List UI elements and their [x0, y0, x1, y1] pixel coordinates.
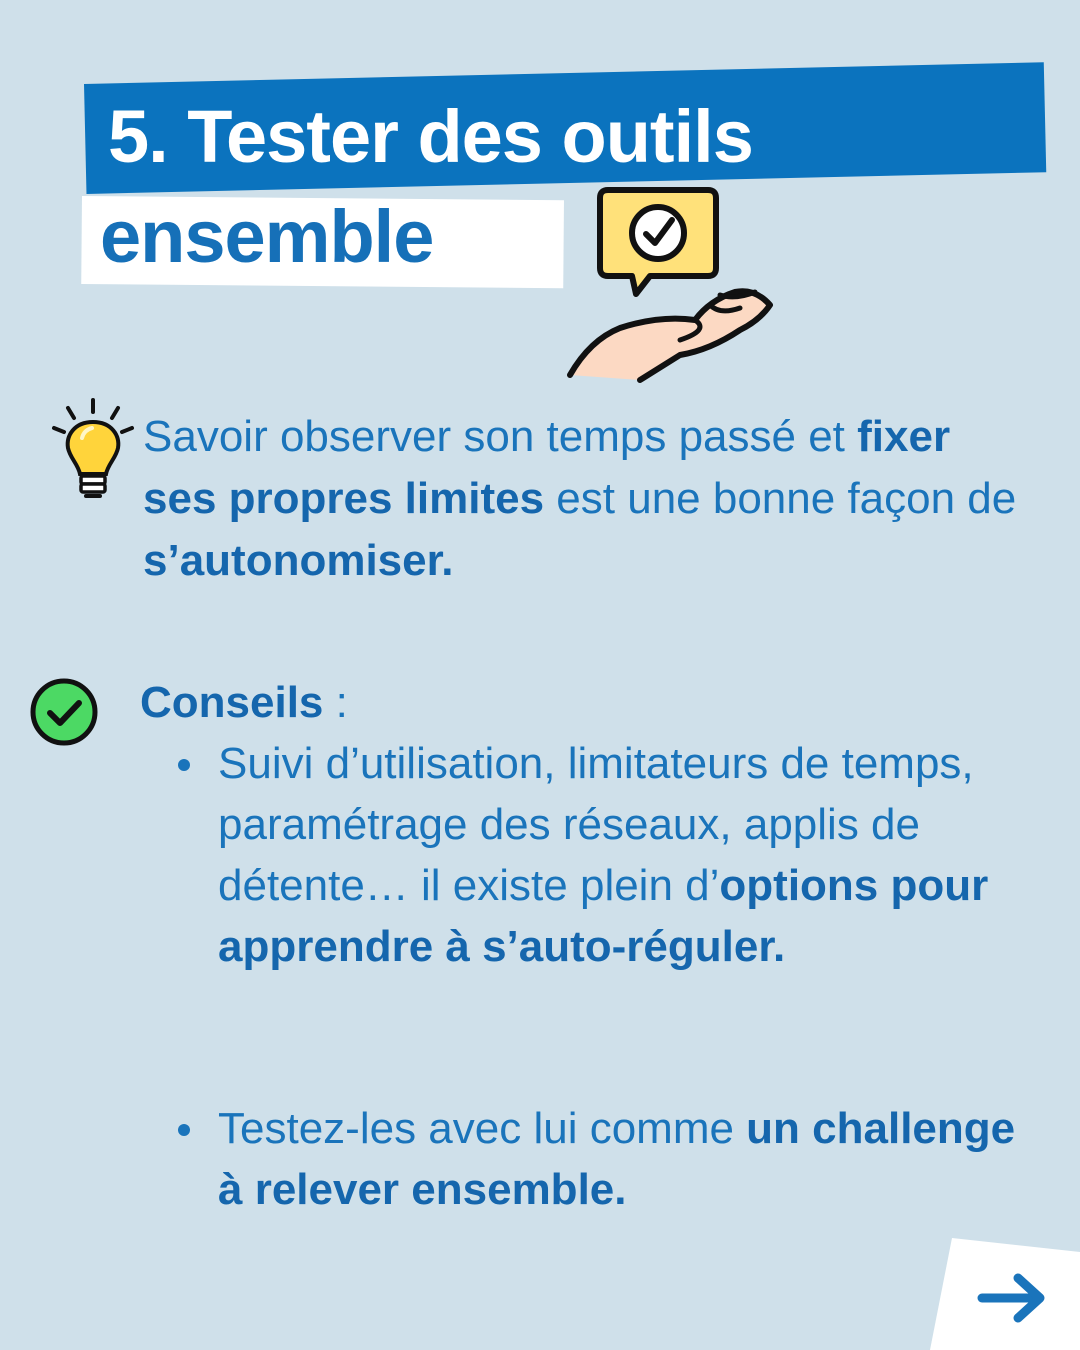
conseils-heading	[140, 672, 348, 734]
check-circle-icon	[28, 676, 100, 748]
tip-text-1: Savoir observer son temps passé et	[143, 412, 858, 461]
tip-text-2: est une bonne façon de	[544, 474, 1017, 523]
page-title-line-1: 5. Tester des outils	[108, 95, 753, 178]
bullet-2-bold: un challenge à relever ensemble.	[218, 1104, 1016, 1214]
bullet-1-text: Suivi d’utilisation, limitateurs de temps, paramétrage des réseaux, applis de détente… il existe plein d’	[218, 739, 974, 910]
tip-paragraph	[143, 406, 1023, 592]
list-item	[218, 733, 1038, 977]
conseils-suffix: :	[323, 678, 348, 727]
lightbulb-icon	[48, 398, 138, 502]
tip-bold-2: s’autonomiser.	[143, 536, 454, 585]
hand-with-check-bubble-icon	[560, 180, 790, 390]
bullet-1-bold: options pour apprendre à s’auto-réguler.	[218, 861, 989, 971]
page-title-line-2: ensemble	[100, 195, 434, 278]
tip-bold-1: fixer ses propres limites	[143, 412, 951, 523]
conseils-title: Conseils	[140, 678, 324, 727]
next-button[interactable]	[930, 1238, 1080, 1350]
list-item	[218, 1098, 1038, 1220]
bullet-2-text: Testez-les avec lui comme	[218, 1104, 747, 1153]
